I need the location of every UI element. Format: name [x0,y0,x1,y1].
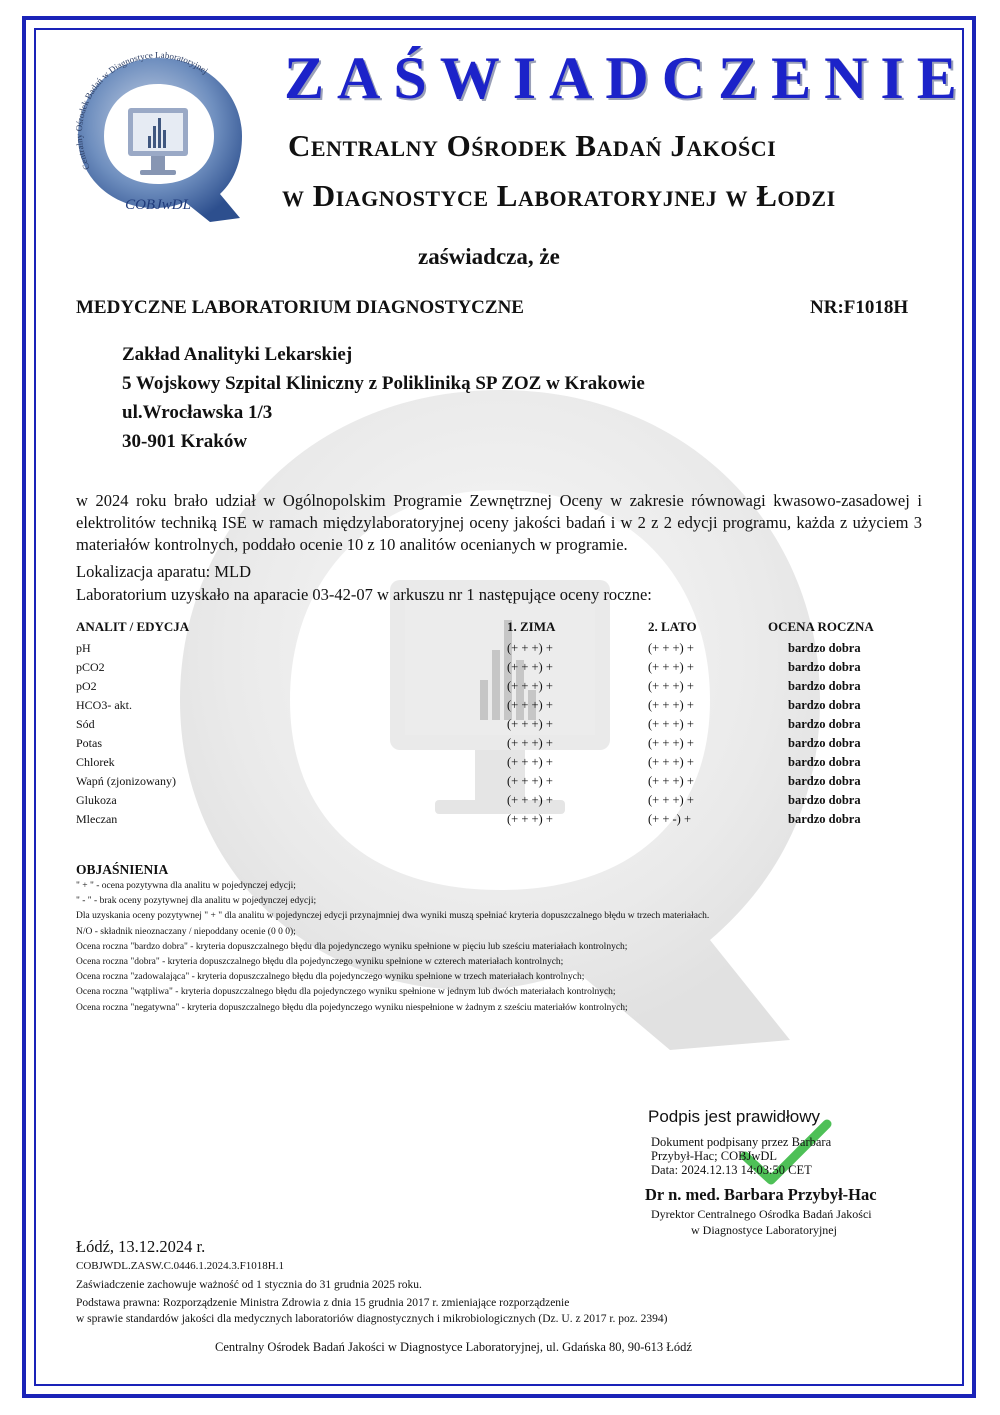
footer-address: Centralny Ośrodek Badań Jakości w Diagnostyce Laboratoryjnej, ul. Gdańska 80, 90-613 Łódź [215,1340,692,1354]
table-row [76,774,916,793]
address-line: 30-901 Kraków [122,431,248,452]
annual-grade: bardzo dobra [788,774,861,788]
analyte-name: Potas [76,736,103,750]
table-row [76,698,916,717]
validity-note: Zaświadczenie zachowuje ważność od 1 stycznia do 31 grudnia 2025 roku. [76,1279,422,1291]
logo-ring-text: Centralny Ośrodek Badań w Diagnostyce Laboratoryjnej [73,49,210,172]
analyte-name: Chlorek [76,755,115,769]
signer-role2: w Diagnostyce Laboratoryjnej [691,1223,837,1237]
analyte-name: Glukoza [76,793,117,807]
location-line: Lokalizacja aparatu: MLD [76,562,251,581]
winter-result: (+ + +) + [507,717,553,731]
cobjwdl-logo [58,38,258,228]
document-title: ZAŚWIADCZENIE [284,45,970,111]
winter-result: (+ + +) + [507,755,553,769]
annual-grade: bardzo dobra [788,641,861,655]
explanation-line: " - " - brak oceny pozytywnej dla analitu w pojedynczej edycji; [76,896,317,907]
address-line: 5 Wojskowy Szpital Kliniczny z Polikliniką SP ZOZ w Krakowie [122,373,645,394]
address-line: Zakład Analityki Lekarskiej [122,344,353,365]
place-date: Łódź, 13.12.2024 r. [76,1237,206,1256]
summer-result: (+ + +) + [648,774,694,788]
org-name-line2: w Diagnostyce Laboratoryjnej w Łodzi [282,178,836,213]
explanation-line: Dla uzyskania oceny pozytywnej " + " dla analitu w pojedynczej edycji przynajmniej dwa wyniki muszą spełniać kryteria dopuszczalnego błędu w trzech materiałach. [76,911,710,922]
table-row [76,641,916,660]
table-header-analyte: ANALIT / EDYCJA [76,619,190,634]
summer-result: (+ + +) + [648,698,694,712]
winter-result: (+ + +) + [507,812,553,826]
annual-grade: bardzo dobra [788,717,861,731]
signature-valid-label: Podpis jest prawidłowy [648,1107,820,1126]
summer-result: (+ + +) + [648,641,694,655]
signer-name: Dr n. med. Barbara Przybył-Hac [645,1185,877,1204]
annual-grade: bardzo dobra [788,793,861,807]
summer-result: (+ + +) + [648,736,694,750]
signer-role1: Dyrektor Centralnego Ośrodka Badań Jakości [651,1207,872,1221]
table-row [76,679,916,698]
explanation-line: Ocena roczna "zadowalająca" - kryteria dopuszczalnego błędu dla pojedynczego wyniku spełnione w trzech materiałach kontrolnych; [76,972,585,983]
table-row [76,660,916,679]
annual-grade: bardzo dobra [788,812,861,826]
explanation-line: " + " - ocena pozytywna dla analitu w pojedynczej edycji; [76,881,296,891]
table-row [76,812,916,831]
table-header-annual: OCENA ROCZNA [768,619,874,634]
annual-grade: bardzo dobra [788,755,861,769]
explanation-line: Ocena roczna "dobra" - kryteria dopuszczalnego błędu dla pojedynczego wyniku spełnione w czterech materiałach kontrolnych; [76,957,564,968]
summer-result: (+ + +) + [648,717,694,731]
winter-result: (+ + +) + [507,736,553,750]
table-row [76,755,916,774]
analyte-name: pH [76,641,91,655]
explanation-line: Ocena roczna "wątpliwa" - kryteria dopuszczalnego błędu dla pojedynczego wyniku spełnione w jednym lub dwóch materiałach kontrolnych; [76,987,616,998]
table-row [76,736,916,755]
explanations-title: OBJAŚNIENIA [76,862,169,877]
lab-name: MEDYCZNE LABORATORIUM DIAGNOSTYCZNE [76,297,524,318]
summer-result: (+ + +) + [648,679,694,693]
summer-result: (+ + +) + [648,755,694,769]
lab-address [122,340,645,456]
summer-result: (+ + +) + [648,793,694,807]
annual-grade: bardzo dobra [788,736,861,750]
winter-result: (+ + +) + [507,679,553,693]
winter-result: (+ + +) + [507,774,553,788]
signed-by: Dokument podpisany przez Barbara [651,1135,832,1149]
org-name-line1: Centralny Ośrodek Badań Jakości [288,128,777,163]
winter-result: (+ + +) + [507,793,553,807]
winter-result: (+ + +) + [507,698,553,712]
result-intro: Laboratorium uzyskało na aparacie 03-42-07 w arkuszu nr 1 następujące oceny roczne: [76,585,652,604]
logo-abbr: COBJwDL [125,197,191,213]
legal-basis-2: w sprawie standardów jakości dla medycznych laboratoriów diagnostycznych i mikrobiologicznych (Dz. U. z 2017 r. poz. 2394) [76,1313,668,1325]
winter-result: (+ + +) + [507,641,553,655]
address-line: ul.Wrocławska 1/3 [122,402,273,423]
table-header-winter: 1. ZIMA [507,619,556,634]
table-row [76,793,916,812]
annual-grade: bardzo dobra [788,679,861,693]
body-paragraph: w 2024 roku brało udział w Ogólnopolskim Programie Zewnętrznej Oceny w zakresie równowagi kwasowo-zasadowej i elektrolitów techniką ISE w ramach międzylaboratoryjnej oceny jakości badań i w 2 z 2 edycji programu, każda z użyciem 3 materiałów kontrolnych, poddało ocenie 10 z 10 analitów ocenianych w programie. [76,491,922,554]
signed-by-org: Przybył-Hac; COBJwDL [651,1149,778,1163]
explanations-list [76,879,709,1016]
explanation-line: Ocena roczna "bardzo dobra" - kryteria dopuszczalnego błędu dla pojedynczego wyniku spełnione w pięciu lub sześciu materiałach kontrolnych; [76,941,628,952]
summer-result: (+ + -) + [648,812,692,826]
analyte-name: Mleczan [76,812,118,826]
legal-basis-1: Podstawa prawna: Rozporządzenie Ministra Zdrowia z dnia 15 grudnia 2017 r. zmieniające rozporządzenie [76,1297,570,1309]
annual-grade: bardzo dobra [788,698,861,712]
summer-result: (+ + +) + [648,660,694,674]
table-row [76,717,916,736]
winter-result: (+ + +) + [507,660,553,674]
certifies-text: zaświadcza, że [418,244,560,269]
document-id: COBJWDL.ZASW.C.0446.1.2024.3.F1018H.1 [76,1260,284,1272]
analyte-name: Wapń (zjonizowany) [76,774,176,788]
analyte-name: pO2 [76,679,97,693]
analyte-name: Sód [76,717,95,731]
table-header-summer: 2. LATO [648,619,697,634]
signature-date: Data: 2024.12.13 14:03:50 CET [651,1163,812,1177]
lab-number: NR:F1018H [810,297,909,318]
analyte-name: pCO2 [76,660,105,674]
explanation-line: Ocena roczna "negatywna" - kryteria dopuszczalnego błędu dla pojedynczego wyniku niespełnione w żadnym z sześciu materiałów kontrolnych; [76,1002,628,1013]
explanation-line: N/O - składnik nieoznaczany / niepoddany ocenie (0 0 0); [76,926,296,937]
annual-grade: bardzo dobra [788,660,861,674]
analyte-name: HCO3- akt. [76,698,132,712]
